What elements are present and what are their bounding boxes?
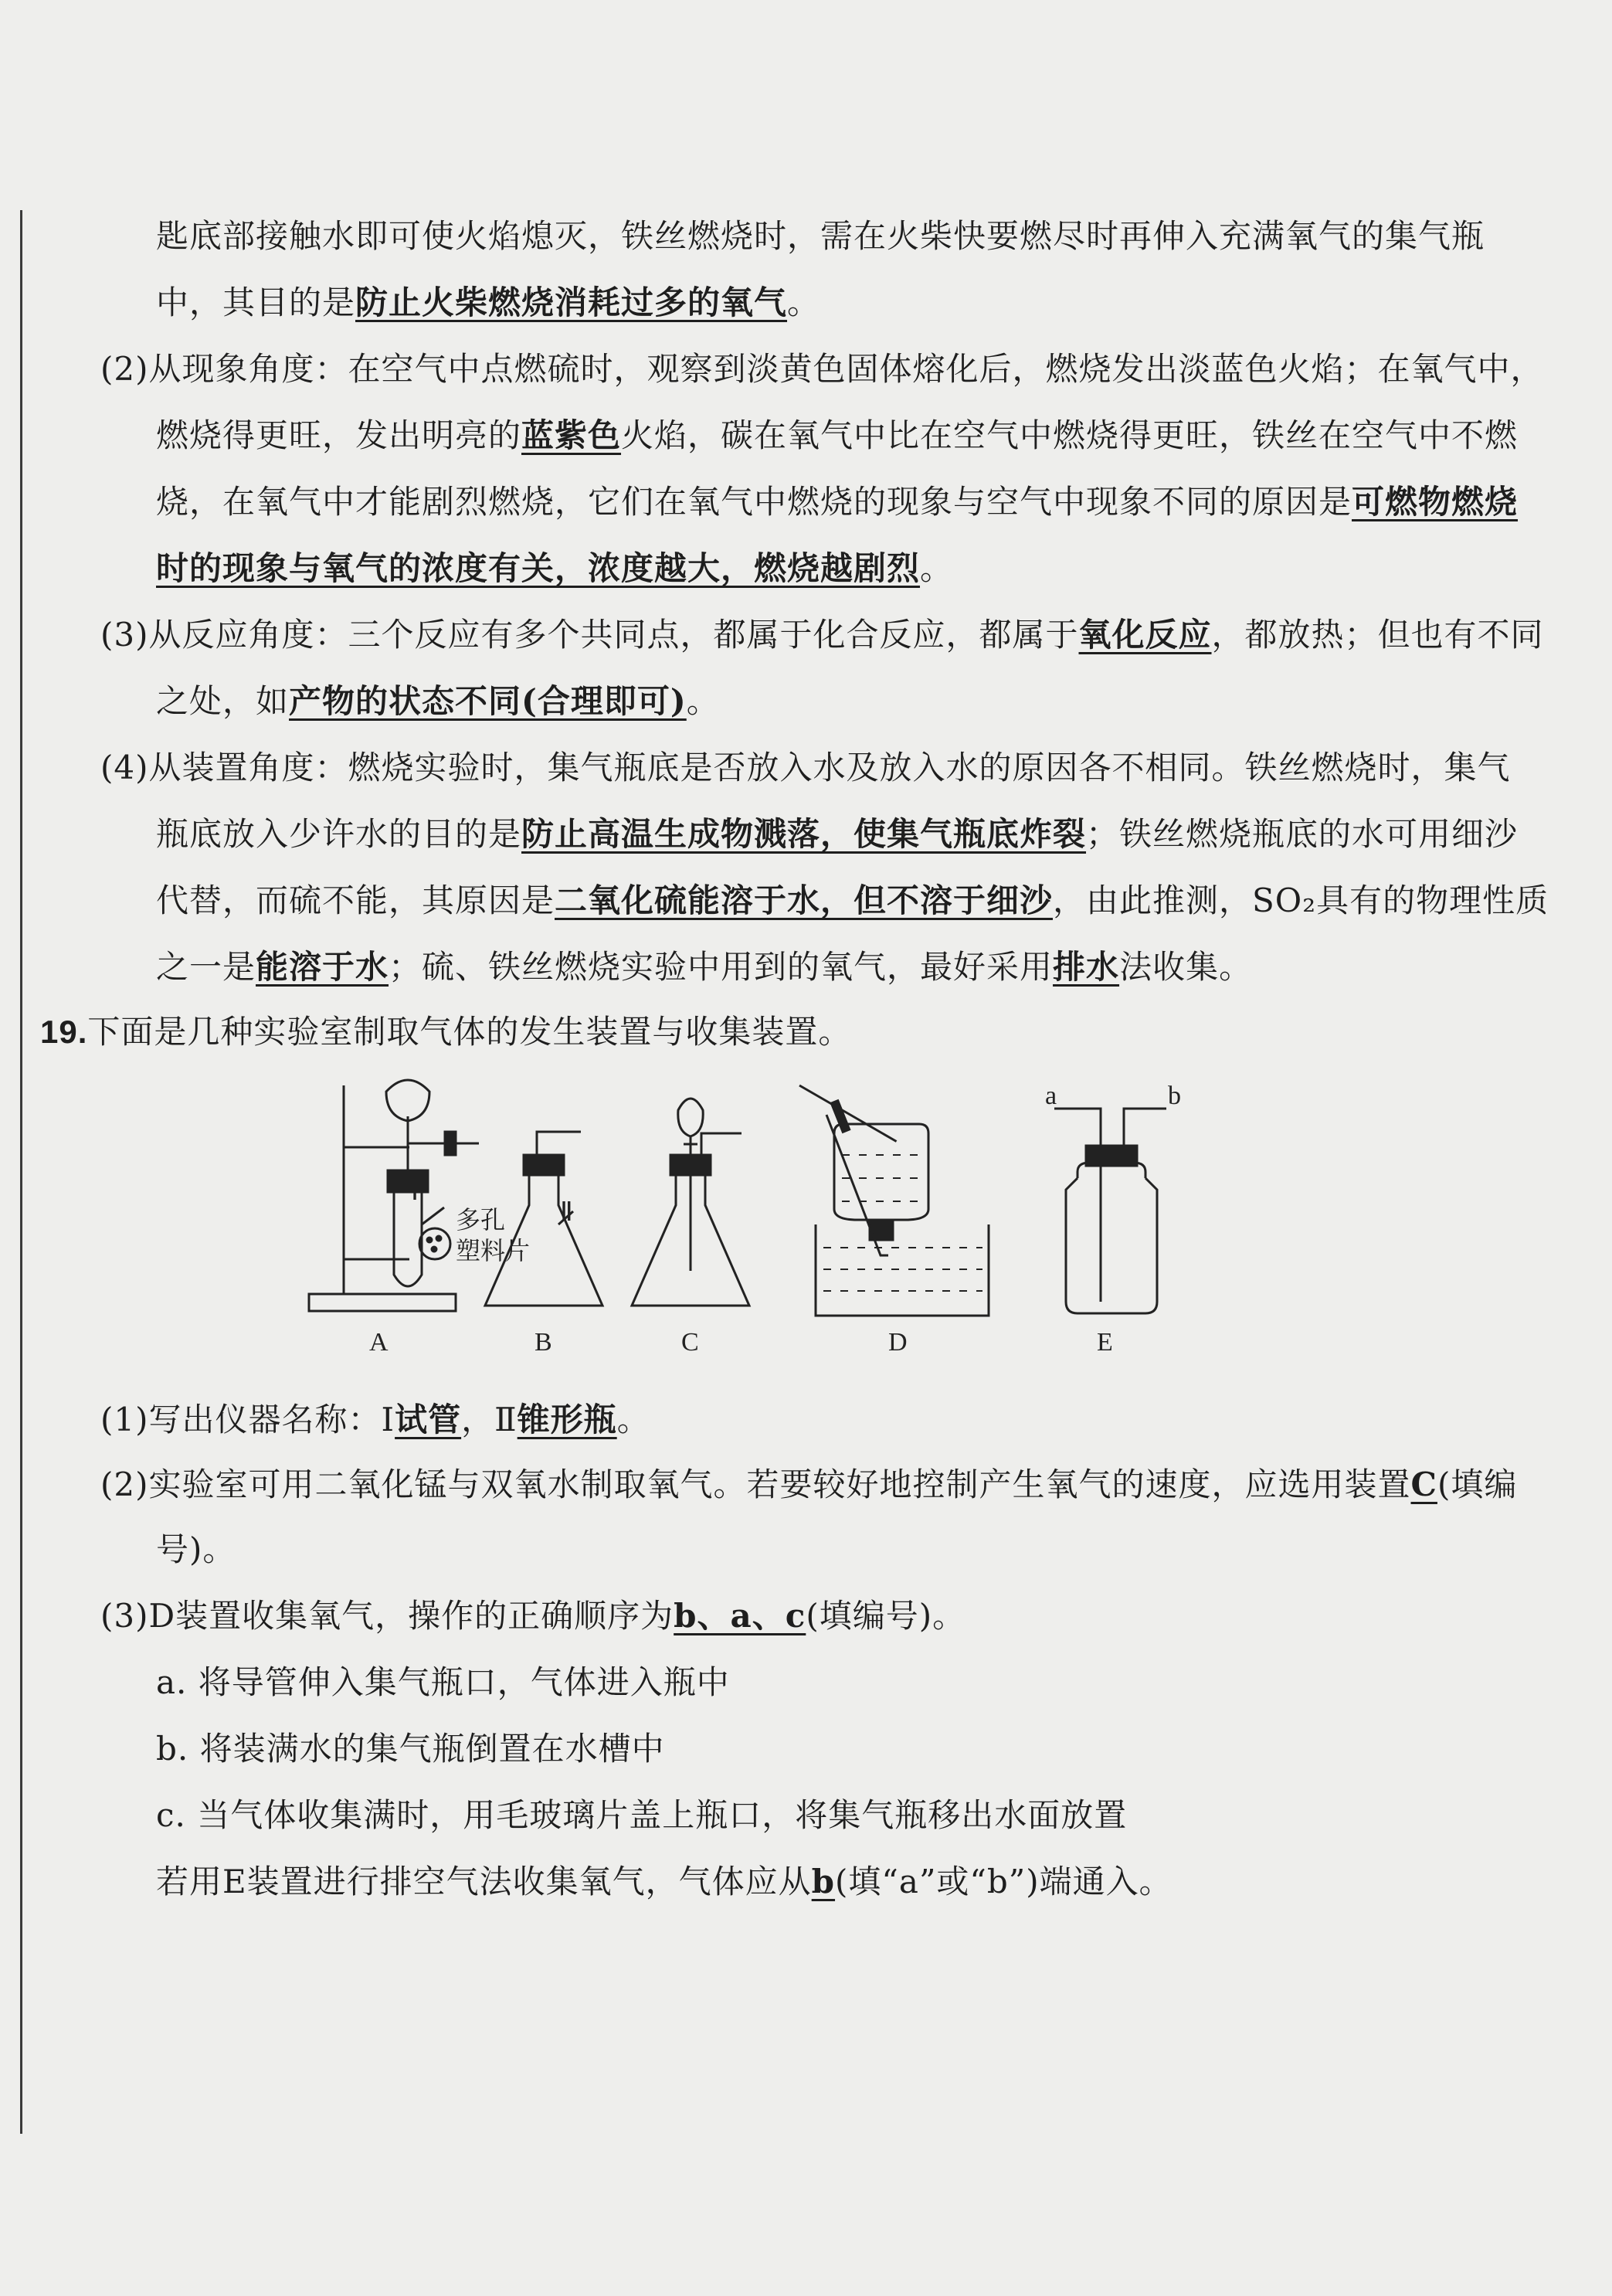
p4-line-3 <box>156 881 1549 921</box>
option-text: c. 当气体收集满时，用毛玻璃片盖上瓶口，将集气瓶移出水面放置 <box>156 1796 1128 1834</box>
q19-stem <box>40 1012 851 1052</box>
label-perforated-2: 塑料片 <box>456 1236 531 1265</box>
answer-fill: 产物的状态不同(合理即可) <box>289 682 687 720</box>
q19-text: (填“a”或“b”)端通入。 <box>835 1863 1173 1900</box>
q19-text: (3)D装置收集氧气，操作的正确顺序为 <box>100 1597 674 1635</box>
apparatus-C <box>632 1099 749 1306</box>
q19-option-a <box>156 1663 730 1703</box>
p4-text: 法收集。 <box>1119 948 1253 986</box>
q19-option-c <box>156 1795 1127 1836</box>
p2-line-2 <box>156 416 1518 456</box>
label-C: C <box>681 1328 699 1357</box>
cont-line-2 <box>156 283 820 323</box>
p2-text: 烧，在氧气中才能剧烈燃烧，它们在氧气中燃烧的现象与空气中现象不同的原因是 <box>156 483 1352 521</box>
answer-fill: C <box>1410 1466 1437 1503</box>
answer-fill: 蓝紫色 <box>521 416 622 454</box>
q19-sub3 <box>100 1596 966 1636</box>
p2-line-4 <box>156 549 953 589</box>
q19-stem-text: 下面是几种实验室制取气体的发生装置与收集装置。 <box>87 1013 852 1051</box>
q19-sub2-cont <box>156 1530 236 1570</box>
q19-text: (1)写出仪器名称：Ⅰ <box>100 1401 395 1438</box>
q19-sub1 <box>100 1400 650 1440</box>
q19-text: (填编 <box>1437 1466 1518 1503</box>
q19-text: (2)实验室可用二氧化锰与双氧水制取氧气。若要较好地控制产生氧气的速度，应选用装置 <box>100 1466 1411 1503</box>
q19-text: ，Ⅱ <box>461 1401 518 1438</box>
apparatus-figure <box>294 1070 1468 1371</box>
answer-fill: 氧化反应 <box>1078 616 1212 654</box>
p4-line-1 <box>100 748 1511 788</box>
p3-line-1 <box>100 615 1544 655</box>
answer-fill: 能溶于水 <box>256 948 389 986</box>
label-roman-1: Ⅰ <box>411 1177 419 1206</box>
option-text: b. 将装满水的集气瓶倒置在水槽中 <box>156 1730 665 1768</box>
p2-line-3 <box>156 482 1518 522</box>
apparatus-D <box>799 1085 989 1316</box>
label-E: E <box>1097 1328 1113 1357</box>
q19-sub2 <box>100 1465 1517 1505</box>
apparatus-A <box>309 1080 479 1311</box>
p2-text: 火焰，碳在氧气中比在空气中燃烧得更旺，铁丝在空气中不燃 <box>621 416 1519 454</box>
answer-fill: 试管 <box>395 1401 462 1438</box>
p4-text: ；硫、铁丝燃烧实验中用到的氧气，最好采用 <box>389 948 1054 986</box>
question-number: 19. <box>40 1014 88 1050</box>
answer-fill: b、a、c <box>674 1597 806 1635</box>
p2-text: 。 <box>920 549 954 587</box>
answer-fill: 锥形瓶 <box>517 1401 617 1438</box>
p4-text: 之一是 <box>156 948 256 986</box>
q19-sub4 <box>156 1862 1173 1902</box>
q19-text: 。 <box>616 1401 650 1438</box>
answer-fill: 排水 <box>1053 948 1120 986</box>
p3-text: 。 <box>686 682 720 720</box>
p4-line-2 <box>156 814 1518 854</box>
p2-line-1 <box>100 349 1544 389</box>
q19-text: 号)。 <box>156 1530 236 1568</box>
label-roman-2: Ⅱ <box>560 1198 573 1227</box>
apparatus-E <box>1054 1109 1166 1313</box>
label-D: D <box>888 1328 908 1357</box>
p3-text: 之处，如 <box>156 682 290 720</box>
q19-text: 若用E装置进行排空气法收集氧气，气体应从 <box>156 1863 812 1900</box>
p4-text: 代替，而硫不能，其原因是 <box>156 881 555 919</box>
p4-text: ；铁丝燃烧瓶底的水可用细沙 <box>1086 815 1519 853</box>
p3-text: ，都放热；但也有不同 <box>1211 616 1544 654</box>
cont-text: 匙底部接触水即可使火焰熄灭，铁丝燃烧时，需在火柴快要燃尽时再伸入充满氧气的集气瓶 <box>156 217 1485 255</box>
p2-text: 燃烧得更旺，发出明亮的 <box>156 416 522 454</box>
label-port-a: a <box>1045 1082 1057 1110</box>
p4-text: ，由此推测，SO₂具有的物理性质 <box>1053 881 1549 919</box>
p4-line-4 <box>156 947 1252 987</box>
cont-text: 。 <box>787 284 821 321</box>
q19-text: (填编号)。 <box>806 1597 966 1635</box>
p2-text: (2)从现象角度：在空气中点燃硫时，观察到淡黄色固体熔化后，燃烧发出淡蓝色火焰；在氧气中， <box>100 350 1544 388</box>
label-A: A <box>369 1328 389 1357</box>
answer-fill: 防止高温生成物溅落，使集气瓶底炸裂 <box>521 815 1087 853</box>
answer-fill: 时的现象与氧气的浓度有关，浓度越大，燃烧越剧烈 <box>156 549 921 587</box>
page-margin-line <box>20 210 22 2134</box>
p4-text: 瓶底放入少许水的目的是 <box>156 815 522 853</box>
p4-text: (4)从装置角度：燃烧实验时，集气瓶底是否放入水及放入水的原因各不相同。铁丝燃烧时，集气 <box>100 749 1511 786</box>
answer-fill: 防止火柴燃烧消耗过多的氧气 <box>355 284 788 321</box>
p3-text: (3)从反应角度：三个反应有多个共同点，都属于化合反应，都属于 <box>100 616 1079 654</box>
cont-line-1 <box>156 216 1485 256</box>
answer-fill: b <box>811 1863 836 1900</box>
option-text: a. 将导管伸入集气瓶口，气体进入瓶中 <box>156 1663 730 1701</box>
label-perforated-1: 多孔 <box>456 1205 506 1235</box>
label-B: B <box>535 1328 552 1357</box>
cont-text: 中，其目的是 <box>156 284 356 321</box>
label-port-b: b <box>1168 1082 1181 1110</box>
q19-option-b <box>156 1729 665 1769</box>
p3-line-2 <box>156 681 720 722</box>
answer-fill: 二氧化硫能溶于水，但不溶于细沙 <box>555 881 1054 919</box>
answer-fill: 可燃物燃烧 <box>1352 483 1519 521</box>
